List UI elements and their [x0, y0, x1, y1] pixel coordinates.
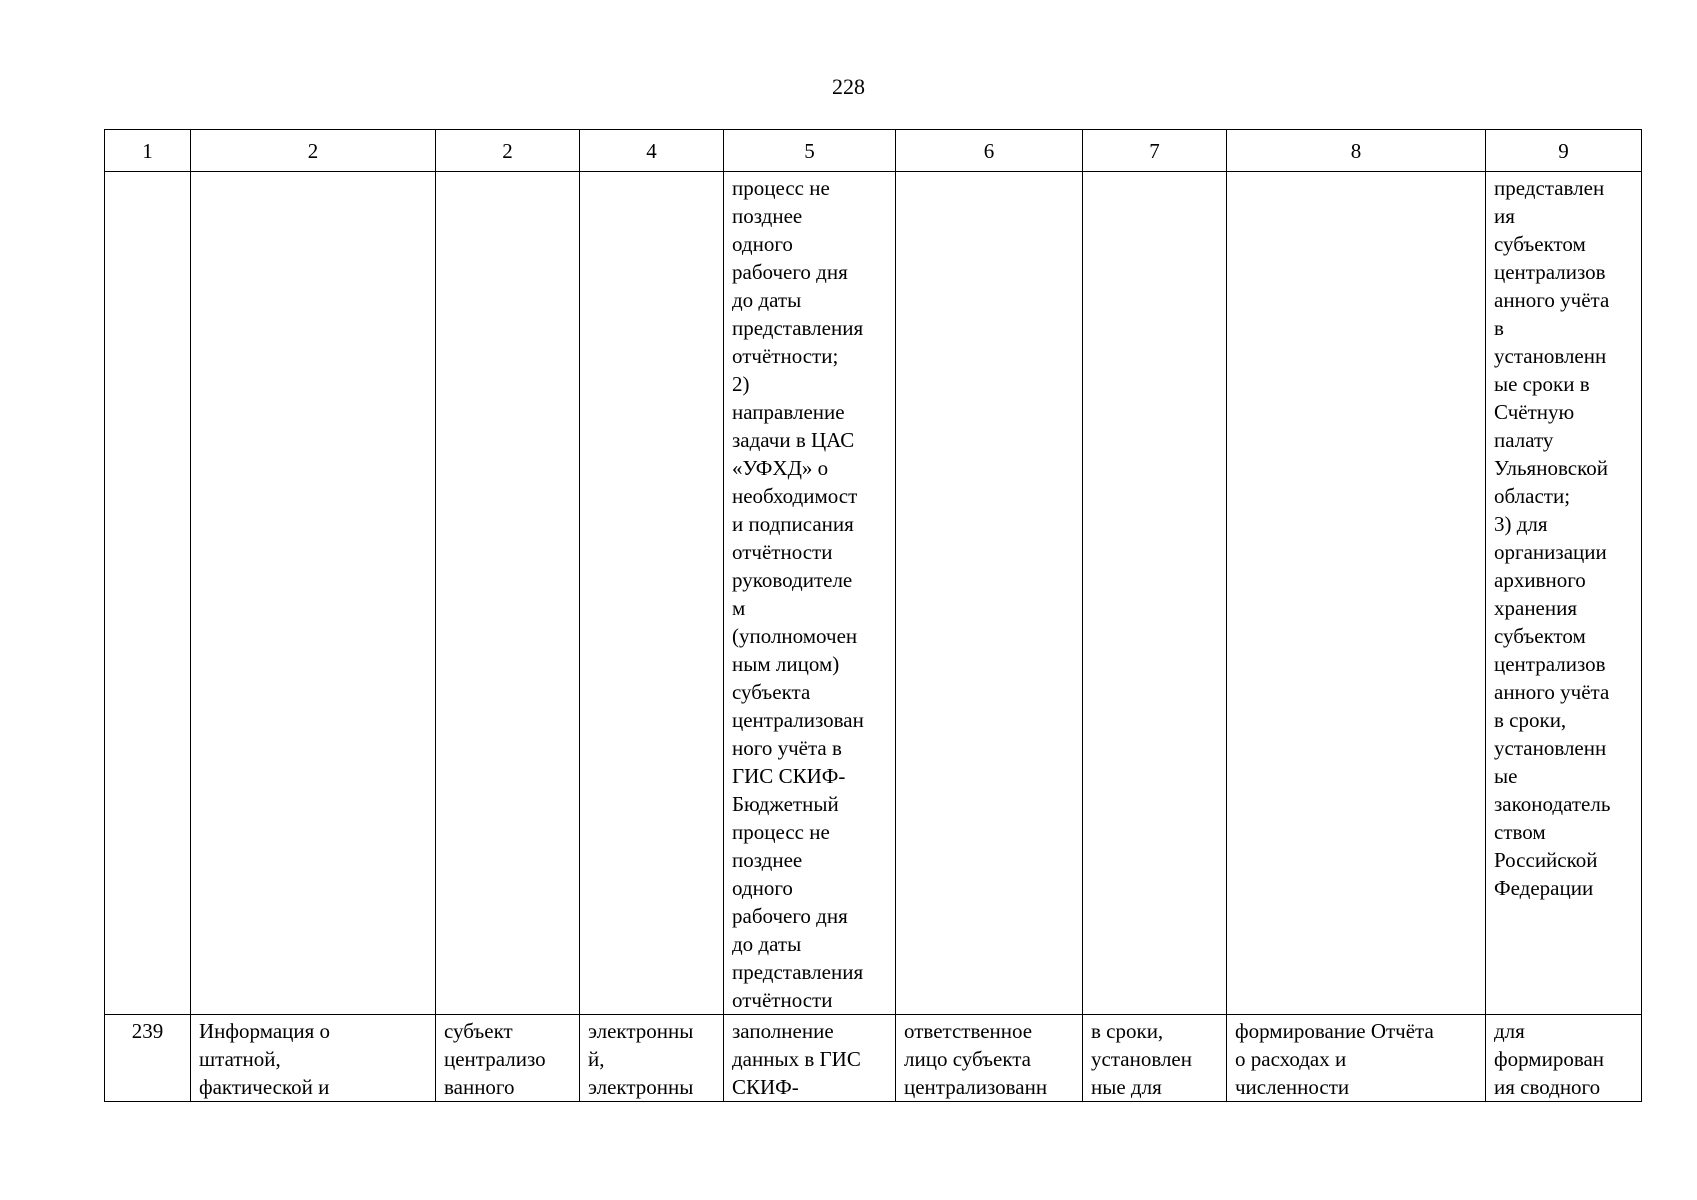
- data-table: [104, 129, 1642, 1102]
- table-cell: субъект централизо ванного: [436, 1015, 580, 1102]
- header-cell: 2: [191, 130, 436, 172]
- table-cell: представлен ия субъектом централизов анного учёта в установленн ые сроки в Счётную палату Ульяновской области; 3) для организации архивного хранения субъектом централизов анного учёта в сроки, установленн ые законодатель ством Российской Федерации: [1486, 172, 1642, 1015]
- table-cell: [191, 172, 436, 1015]
- header-cell: 5: [724, 130, 896, 172]
- header-cell: 2: [436, 130, 580, 172]
- table-cell: в сроки, установлен ные для: [1083, 1015, 1227, 1102]
- table-cell: [436, 172, 580, 1015]
- table-cell: [105, 172, 191, 1015]
- table-cell: электронны й, электронны: [580, 1015, 724, 1102]
- header-cell: 1: [105, 130, 191, 172]
- row-number-cell: 239: [105, 1015, 191, 1102]
- table-cell: [1227, 172, 1486, 1015]
- table-cell: для формирован ия сводного: [1486, 1015, 1642, 1102]
- header-cell: 6: [896, 130, 1083, 172]
- table-cell: [580, 172, 724, 1015]
- table-cell: Информация о штатной, фактической и: [191, 1015, 436, 1102]
- header-cell: 8: [1227, 130, 1486, 172]
- page-number: 228: [832, 74, 865, 99]
- header-cell: 4: [580, 130, 724, 172]
- table-cell: [896, 172, 1083, 1015]
- table-row: [105, 1015, 1642, 1102]
- header-cell: 9: [1486, 130, 1642, 172]
- table-cell: [1083, 172, 1227, 1015]
- table-cell: заполнение данных в ГИС СКИФ-: [724, 1015, 896, 1102]
- table-cell: формирование Отчёта о расходах и численности: [1227, 1015, 1486, 1102]
- table-cell: ответственное лицо субъекта централизованн: [896, 1015, 1083, 1102]
- header-cell: 7: [1083, 130, 1227, 172]
- table-header-row: [105, 130, 1642, 172]
- table-row: [105, 172, 1642, 1015]
- table-cell: процесс не позднее одного рабочего дня до даты представления отчётности; 2) направление задачи в ЦАС «УФХД» о необходимост и подписания отчётности руководителе м (уполномочен ным лицом) субъекта централизован ного учёта в ГИС СКИФ- Бюджетный процесс не позднее одного рабочего дня до даты представления отчётности: [724, 172, 896, 1015]
